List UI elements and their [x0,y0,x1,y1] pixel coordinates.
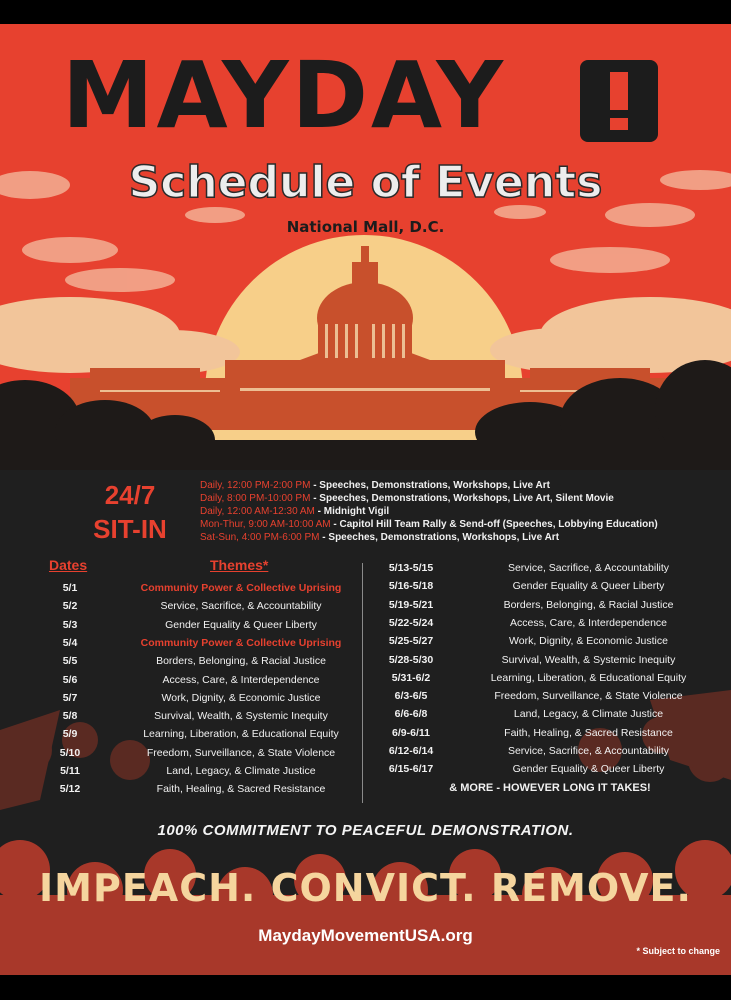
row-date: 5/11 [60,765,80,777]
row-date: 5/3 [62,618,78,631]
row-theme: Faith, Healing, & Sacred Resistance [156,783,326,796]
row-date: 5/8 [62,710,78,723]
column-divider [362,563,363,803]
row-theme: Freedom, Surveillance, & State Violence [494,690,683,703]
slogan: IMPEACH. CONVICT. REMOVE. [39,866,692,910]
row-date: 5/10 [59,746,81,759]
schedule-line: Daily, 8:00 PM-10:00 PM - Speeches, Demonstrations, Workshops, Live Art, Silent Movie [200,493,614,504]
row-date: 5/12 [59,783,81,796]
row-date: 5/31-6/2 [391,671,431,684]
row-theme: Borders, Belonging, & Racial Justice [156,655,326,668]
schedule-line: Mon-Thur, 9:00 AM-10:00 AM - Capitol Hill Team Rally & Send-off (Speeches, Lobbying Education) [200,519,658,530]
themes-header: Themes* [210,557,269,573]
row-theme: Survival, Wealth, & Systemic Inequity [501,653,676,666]
row-theme: Gender Equality & Queer Liberty [512,763,665,776]
row-theme: Service, Sacrifice, & Accountability [507,745,670,757]
bottom-black-bar [0,975,731,1000]
row-date: 6/12-6/14 [388,745,434,757]
row-date: 5/13-5/15 [388,562,434,574]
row-theme: Access, Care, & Interdependence [162,673,320,686]
dates-header: Dates [49,557,88,573]
row-date: 5/9 [62,728,78,741]
row-theme: Gender Equality & Queer Liberty [512,580,665,593]
row-theme: Land, Legacy, & Climate Justice [513,708,664,721]
website-link[interactable]: MaydayMovementUSA.org [258,926,473,945]
row-theme: Freedom, Surveillance, & State Violence [146,746,336,759]
row-theme: Learning, Liberation, & Educational Equity [490,671,687,684]
schedule-line: Daily, 12:00 PM-2:00 PM - Speeches, Demonstrations, Workshops, Live Art [200,480,550,491]
row-date: 5/6 [62,673,78,686]
row-date: 5/2 [62,600,78,613]
event-location: National Mall, D.C. [286,218,445,236]
sit-in-line-1: 24/7 [104,480,156,510]
row-theme: Community Power & Collective Uprising [140,636,342,649]
row-date: 5/25-5/27 [388,635,434,648]
row-theme: Service, Sacrifice, & Accountability [160,600,322,613]
sit-in-title [80,478,180,546]
schedule-line: Sat-Sun, 4:00 PM-6:00 PM - Speeches, Demonstrations, Workshops, Live Art [200,532,560,543]
row-theme: Learning, Liberation, & Educational Equity [143,728,339,741]
row-date: 6/9-6/11 [392,726,430,739]
row-theme: Faith, Healing, & Sacred Resistance [504,726,673,739]
row-date: 5/4 [62,636,78,649]
more-dates-note: & MORE - HOWEVER LONG IT TAKES! [449,782,651,794]
row-theme: Access, Care, & Interdependence [509,616,667,629]
row-theme: Work, Dignity, & Economic Justice [509,635,668,648]
row-date: 5/22-5/24 [388,616,434,629]
row-date: 5/7 [62,691,78,704]
schedule-line: Daily, 12:00 AM-12:30 AM - Midnight Vigil [200,506,390,517]
row-theme: Borders, Belonging, & Racial Justice [503,598,674,611]
row-theme: Service, Sacrifice, & Accountability [507,562,670,574]
exclamation-mark-icon [580,60,658,142]
sit-in-line-2: SIT-IN [93,514,167,544]
row-date: 5/1 [62,582,78,594]
daily-schedule [200,479,720,544]
row-theme: Survival, Wealth, & Systemic Inequity [154,710,328,723]
row-theme: Gender Equality & Queer Liberty [165,618,317,631]
row-theme: Community Power & Collective Uprising [140,582,342,594]
row-date: 6/15-6/17 [388,763,434,776]
row-date: 5/28-5/30 [388,653,434,666]
row-date: 5/16-5/18 [388,580,434,593]
row-theme: Land, Legacy, & Climate Justice [166,765,316,777]
page-title: Schedule of Events [128,157,603,208]
commitment-statement: 100% COMMITMENT TO PEACEFUL DEMONSTRATION. [157,822,574,839]
row-theme: Work, Dignity, & Economic Justice [161,691,321,704]
row-date: 5/19-5/21 [388,598,434,611]
row-date: 6/3-6/5 [394,690,428,703]
row-date: 5/5 [62,655,78,668]
mayday-logo: MAYDAY [62,42,506,149]
subject-to-change-note: * Subject to change [636,946,720,956]
row-date: 6/6-6/8 [394,708,428,721]
